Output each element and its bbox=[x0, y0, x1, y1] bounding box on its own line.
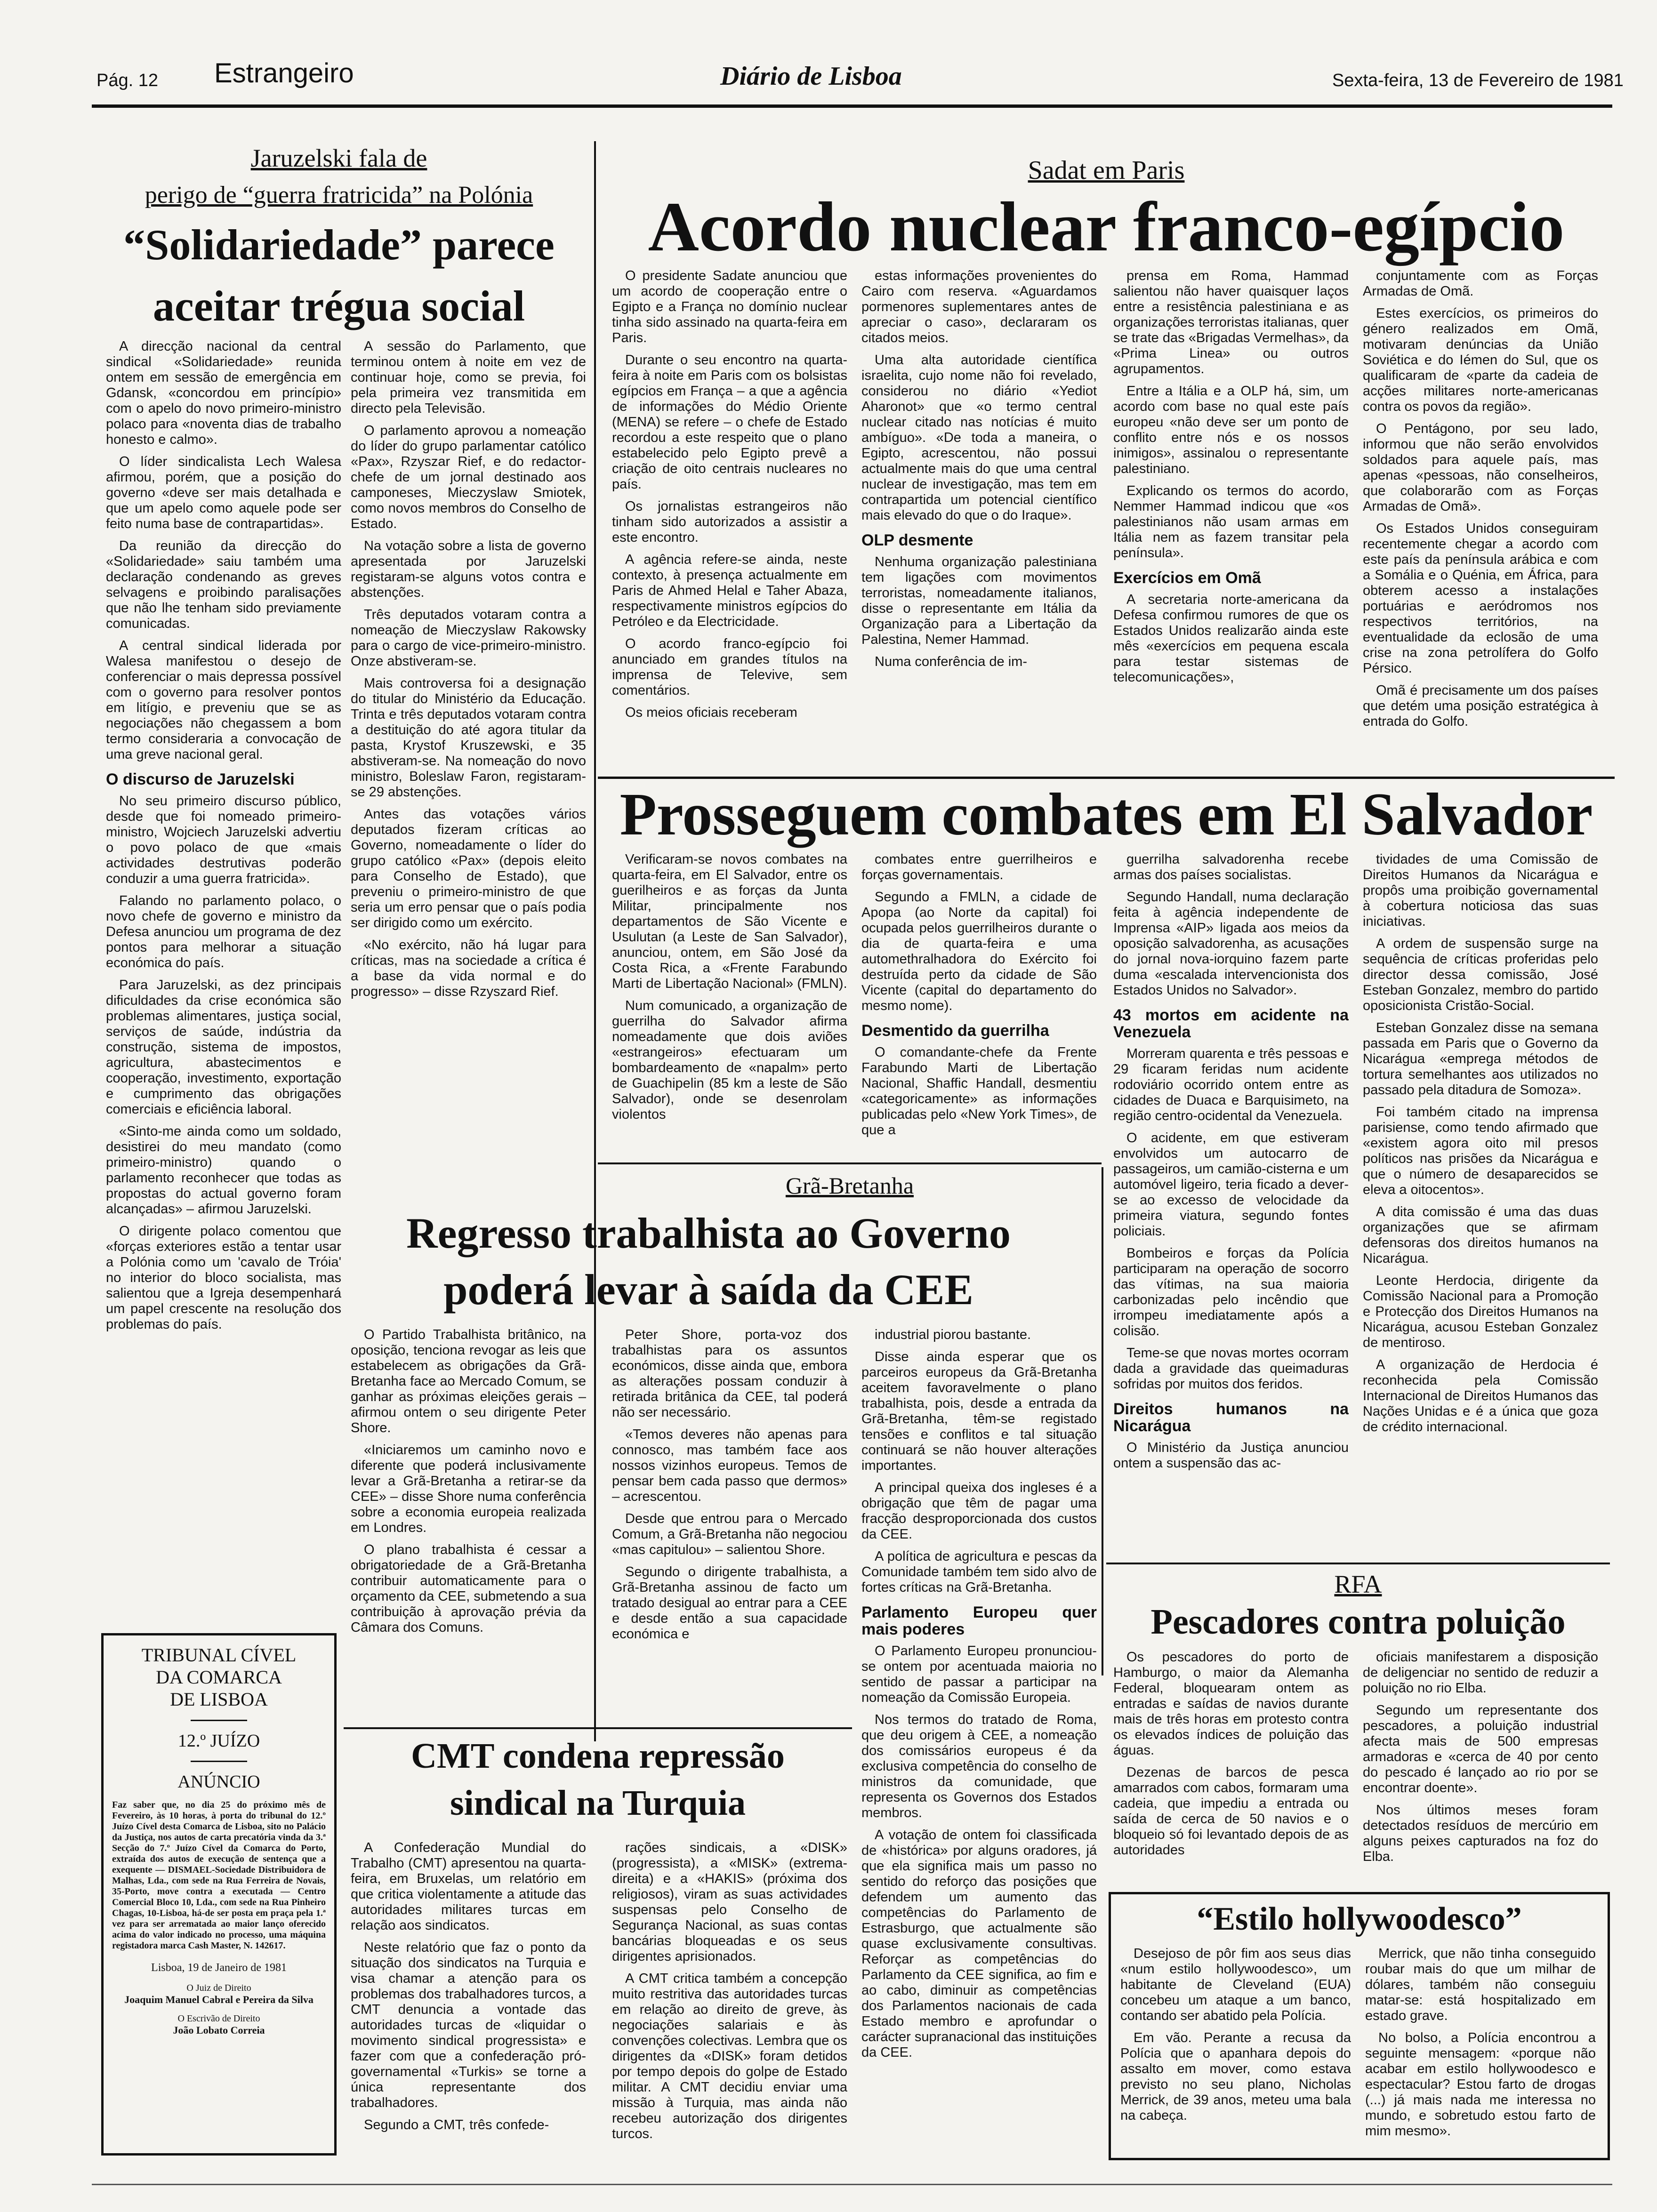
paragraph: O líder sindicalista Lech Walesa afirmou, porém, que a posição do governo «deve ser mais detalhada e que um apelo como aquele pode ser feito numa base de contrapartidas». bbox=[106, 454, 341, 531]
paragraph: Numa conferência de im- bbox=[875, 654, 1027, 669]
headline: Regresso trabalhista ao Governo bbox=[406, 1209, 1011, 1257]
paragraph: O acidente, em que estiveram envolvidos um autocarro de passageiros, um camião-cisterna e um automóvel ligeiro, teria ficado a dever-se ao excesso de velocidade da primeira viatura, segundo fontes policiais. bbox=[1113, 1130, 1349, 1239]
paragraph: Três deputados votaram contra a nomeação de Mieczyslaw Rakowsky para o cargo de vice-primeiro-ministro. Onze abstiveram-se. bbox=[351, 607, 586, 669]
signature-name: Joaquim Manuel Cabral e Pereira da Silva bbox=[124, 1994, 314, 2005]
paragraph: Na votação sobre a lista de governo apresentada por Jaruzelski registaram-se alguns votos contra e abstenções. bbox=[351, 538, 586, 600]
paragraph: A principal queixa dos ingleses é a obrigação que têm de pagar uma fracção desproporcionada dos custos da CEE. bbox=[861, 1480, 1097, 1542]
article-column bbox=[1113, 1650, 1349, 1885]
paragraph: Em vão. Perante a recusa da Polícia que o apanhara depois do assalto em mover, como estava previsto no seu plano, Nicholas Merrick, de 39 anos, meteu uma bala na cabeça. bbox=[1120, 2030, 1351, 2123]
paragraph: A CMT critica também a concepção muito restritiva das autoridades turcas em relação ao direito de greve, às negociações salariais e às convenções colectivas. Lembra que os dirigentes da «DISK» foram detidos por tempo depois do golpe de Estado militar. A CMT decidiu enviar uma missão à Turquia, mas ainda não recebeu autorização dos dirigentes turcos. bbox=[612, 1971, 847, 2141]
paragraph: Estes exercícios, os primeiros do género realizados em Omã, motivaram denúncias da União Soviética e do Iémen do Sul, que os qualificaram de «parte da cadeia de acções militares norte-americanas contra os povos da região». bbox=[1363, 306, 1598, 414]
paragraph: O parlamento aprovou a nomeação do líder do grupo parlamentar católico «Pax», Rzyszar Rief, e do redactor-chefe de um jornal destinado aos camponeses, Mieczyslaw Smiotek, como novos membros do Conselho de Estado. bbox=[351, 423, 586, 531]
subheading: OLP desmente bbox=[861, 531, 973, 549]
paragraph: Antes das votações vários deputados fizeram críticas ao Governo, nomeadamente o líder do grupo católico «Pax» (depois eleito para Conselho de Estado), que preveniu o primeiro-ministro de que seria um erro pensar que o país podia ser dirigido como um exército. bbox=[351, 807, 586, 930]
article-column bbox=[1113, 268, 1349, 767]
paragraph: Nenhuma organização palestiniana tem ligações com movimentos terroristas, nomeadamente italianos, disse o representante em Itália da Organização para a Libertação da Palestina, Nemer Hammad. bbox=[861, 554, 1097, 647]
headline: “Estilo hollywoodesco” bbox=[1197, 1901, 1522, 1937]
subheading: O discurso de Jaruzelski bbox=[106, 770, 295, 788]
paragraph: A organização de Herdocia é reconhecida pela Comissão Internacional de Direitos Humanos das Nações Unidas e é a única que goza de crédito internacional. bbox=[1363, 1357, 1598, 1435]
paragraph: A direcção nacional da central sindical «Solidariedade» reunida ontem em sessão de emergência em Gdansk, «concordou em princípio» com o apelo do novo primeiro-ministro polaco para «noventa dias de trabalho honesto e calmo». bbox=[106, 339, 341, 447]
kicker: RFA bbox=[1334, 1570, 1382, 1598]
article-column bbox=[1120, 1946, 1351, 2148]
paragraph: Teme-se que novas mortes ocorram dada a gravidade das queimaduras sofridas por muitos dos feridos. bbox=[1113, 1346, 1349, 1392]
paragraph: O Partido Trabalhista britânico, na oposição, tenciona revogar as leis que estabelecem as obrigações da Grã-Bretanha face ao Mercado Comum, se ganhar as próximas eleições gerais – afirmou ontem o seu dirigente Peter Shore. bbox=[351, 1327, 586, 1435]
paragraph: conjuntamente com as Forças Armadas de Omã. bbox=[1363, 268, 1598, 299]
paragraph: Leonte Herdocia, dirigente da Comissão Nacional para a Promoção e Protecção dos Direitos Humanos na Nicarágua, acusou Esteban Gonzalez de mentiroso. bbox=[1363, 1273, 1598, 1350]
paragraph: Durante o seu encontro na quarta-feira à noite em Paris com os bolsistas egípcios em França – a que a agência de informações do Médio Oriente (MENA) se refere – o chefe de Estado recordou a este respeito que o plano estabelecido pelo Egipto prevê a criação de oito centrais nucleares no país. bbox=[612, 353, 847, 492]
subheading: Parlamento Europeu quer mais poderes bbox=[861, 1603, 1097, 1638]
paragraph: Segundo a FMLN, a cidade de Apopa (ao Norte da capital) foi ocupada pelos guerrilheiros durante o dia de quarta-feira e uma automethralhadora do Exército foi destruída perto da cidade de São Vicente (capital do departamento do mesmo nome). bbox=[861, 890, 1097, 1013]
paragraph: Peter Shore, porta-voz dos trabalhistas para os assuntos económicos, disse ainda que, embora as alterações possam conduzir à retirada britânica da CEE, tal poderá não ser necessário. bbox=[612, 1327, 847, 1420]
article-estilo-box bbox=[1109, 1892, 1610, 2160]
paragraph: Os pescadores do porto de Hamburgo, o maior da Alemanha Federal, bloquearam ontem as entradas e saídas de navios durante mais de três horas em protesto contra os elevados índices de poluição das águas. bbox=[1113, 1650, 1349, 1758]
article-column bbox=[1113, 852, 1349, 1671]
paragraph: Os meios oficiais receberam bbox=[625, 705, 797, 720]
notice-title: DA COMARCA bbox=[156, 1667, 282, 1688]
page-number: Pág. 12 bbox=[97, 71, 158, 90]
article-column bbox=[351, 1840, 586, 2179]
paragraph: Neste relatório que faz o ponto da situação dos sindicatos na Turquia e visa chamar a atenção para os problemas dos trabalhadores turcos, a CMT denuncia a vontade das autoridades turcas de «liquidar o movimento sindical progressista» e fazer com que a confederação pró-governamental «Turkis» se torne a única representante dos trabalhadores. bbox=[351, 1940, 586, 2110]
kicker: Sadat em Paris bbox=[1028, 156, 1185, 185]
subheading: 43 mortos em acidente na Venezuela bbox=[1113, 1006, 1349, 1041]
section-rule bbox=[598, 777, 1615, 779]
paragraph: Bombeiros e forças da Polícia participaram na operação de socorro das vítimas, na sua maioria carbonizadas pelo incêndio que irrompeu imediatamente após a colisão. bbox=[1113, 1246, 1349, 1338]
paragraph: A secretaria norte-americana da Defesa confirmou rumores de que os Estados Unidos realizarão ainda este mês «exercícios em pequena escala para testar sistemas de telecomunicações», bbox=[1113, 592, 1349, 685]
section-label: Estrangeiro bbox=[214, 58, 354, 88]
column-rule bbox=[1102, 1167, 1103, 1675]
paragraph: Desde que entrou para o Mercado Comum, a Grã-Bretanha não negociou «mas capitulou» – salientou Shore. bbox=[612, 1511, 847, 1557]
paragraph: Morreram quarenta e três pessoas e 29 ficaram feridas num acidente rodoviário ocorrido ontem entre as cidades de Duaca e Barquisimeto, na região centro-ocidental da Venezuela. bbox=[1113, 1046, 1349, 1123]
paragraph: «Temos deveres não apenas para connosco, mas também face aos nossos vizinhos europeus. Temos de pensar bem cada passo que dermos» – acrescentou. bbox=[612, 1427, 847, 1504]
article-column bbox=[861, 268, 1097, 767]
article-column bbox=[351, 1327, 586, 1732]
legal-notice-box bbox=[101, 1633, 337, 2156]
paragraph: Omã é precisamente um dos países que detém uma posição estratégica à entrada do Golfo. bbox=[1363, 683, 1598, 729]
section-rule bbox=[598, 1162, 1102, 1164]
paragraph: O comandante-chefe da Frente Farabundo Marti de Libertação Nacional, Shaffic Handall, desmentiu «categoricamente» as informações publicadas pelo «New York Times», de que a bbox=[861, 1045, 1097, 1138]
paragraph: Uma alta autoridade científica israelita, cujo nome não foi revelado, considerou no diário «Yediot Aharonot» que «o termo central nuclear citado nas notícias é muito ambíguo». «De toda a maneira, o Egipto, acrescentou, não possui actualmente mais do que uma central nuclear de investigação, mas tem em contrapartida um potencial científico mais elevado do que o do Iraque». bbox=[861, 353, 1097, 523]
paragraph: Entre a Itália e a OLP há, sim, um acordo com base no qual este país europeu «não deve ser um ponto de conflito entre nós e os nossos inimigos», assinalou o representante palestiniano. bbox=[1113, 384, 1349, 476]
paragraph: Da reunião da direcção do «Solidariedade» saiu também uma declaração condenando as greves selvagens e proibindo paralisações que não lhe tenham sido previamente comunicadas. bbox=[106, 538, 341, 631]
kicker: Jaruzelski fala de bbox=[250, 144, 427, 172]
notice-date: Lisboa, 19 de Janeiro de 1981 bbox=[151, 1962, 287, 1974]
paragraph: estas informações provenientes do Cairo com reserva. «Aguardamos pormenores suplementares antes de apreciar o caso», declararam os citados meios. bbox=[861, 268, 1097, 345]
paragraph: Os Estados Unidos conseguiram recentemente chegar a acordo com este país da península arábica e com a Somália e o Quénia, em África, para obterem acesso a instalações portuárias e aeródromos nos respectivos territórios, na eventualidade da eclosão de uma crise na zona petrolífera do Golfo Pérsico. bbox=[1363, 521, 1598, 676]
paragraph: «Sinto-me ainda como um soldado, desistirei do meu mandato (como primeiro-ministro) quando o parlamento reconhecer que todas as propostas do actual governo foram alcançadas» – afirmou Jaruzelski. bbox=[106, 1124, 341, 1217]
article-column bbox=[612, 852, 847, 1158]
paragraph: industrial piorou bastante. bbox=[875, 1327, 1031, 1342]
headline: aceitar trégua social bbox=[153, 282, 525, 330]
paragraph: Falando no parlamento polaco, o novo chefe de governo e ministro da Defesa anunciou um programa de dez pontos para melhorar a situação económica do país. bbox=[106, 893, 341, 970]
article-column bbox=[106, 339, 341, 1628]
paragraph: Merrick, que não tinha conseguido roubar mais do que um milhar de dólares, também não conseguiu matar-se: está hospitalizado em estado grave. bbox=[1365, 1946, 1596, 2023]
paragraph: O Pentágono, por seu lado, informou que não serão envolvidos soldados para aquele país, mas apenas «pessoas, não conselheiros, que colaborarão com as Forças Armadas de Omã». bbox=[1363, 421, 1598, 514]
paragraph: Segundo Handall, numa declaração feita à agência independente de Imprensa «AIP» ligada aos meios da oposição salvadorenha, as acusações do jornal nova-iorquino fazem parte duma «escalada intervencionista dos Estados Unidos no Salvador». bbox=[1113, 890, 1349, 998]
paragraph: No bolso, a Polícia encontrou a seguinte mensagem: «porque não acabar em estilo hollywoodesco e espectacular? Estou farto de drogas (...) já mais nada me interessa no mundo, e sobretudo estou farto de mim mesmo». bbox=[1365, 2030, 1596, 2139]
notice-court: 12.º JUÍZO bbox=[177, 1731, 260, 1751]
headline: poderá levar à saída da CEE bbox=[443, 1266, 973, 1314]
paragraph: Mais controversa foi a designação do titular do Ministério da Educação. Trinta e três deputados votaram contra a destituição do até agora titular da pasta, Krystof Kruszewski, e 35 abstiveram-se. Na nomeação do novo ministro, Boleslaw Faron, registaram-se 29 abstenções. bbox=[351, 676, 586, 800]
paragraph: Esteban Gonzalez disse na semana passada em Paris que o Governo da Nicarágua «emprega métodos de tortura semelhantes aos utilizados no passado pela ditadura de Somoza». bbox=[1363, 1020, 1598, 1098]
paragraph: Para Jaruzelski, as dez principais dificuldades da crise económica são problemas alimentares, justiça social, serviços de saúde, indústria da construção, sistema de impostos, agricultura, abastecimentos e cooperação, investimento, exportação e cumprimento das obrigações comerciais e eficiência laboral. bbox=[106, 978, 341, 1117]
paragraph: Nos últimos meses foram detectados resíduos de mercúrio em alguns peixes capturados na foz do Elba. bbox=[1363, 1803, 1598, 1864]
paragraph: Segundo a CMT, três confede- bbox=[364, 2117, 549, 2132]
paragraph: Explicando os termos do acordo, Nemmer Hammad indicou que «os palestinianos não usam armas em Itália nem as fazem transitar pela península». bbox=[1113, 483, 1349, 561]
subheading: Direitos humanos na Nicarágua bbox=[1113, 1400, 1349, 1435]
paragraph: O acordo franco-egípcio foi anunciado em grandes títulos na imprensa de Televive, sem comentários. bbox=[612, 636, 847, 698]
paragraph: O Ministério da Justiça anunciou ontem a suspensão das ac- bbox=[1113, 1440, 1349, 1471]
section-rule bbox=[1106, 1563, 1610, 1564]
paragraph: Segundo um representante dos pescadores, a poluição industrial afecta mais de 500 empresas armadoras e «cerca de 40 por cento do pescado é lançado ao rio por se encontrar doente». bbox=[1363, 1703, 1598, 1795]
paragraph: A agência refere-se ainda, neste contexto, à presença actualmente em Paris de Ahmed Helal e Taher Abaza, respectivamente ministros egípcios do Petróleo e da Electricidade. bbox=[612, 552, 847, 629]
article-column bbox=[1363, 852, 1598, 1671]
newspaper-name: Diário de Lisboa bbox=[720, 62, 902, 91]
paragraph: rações sindicais, a «DISK» (progressista), a «MISK» (extrema-direita) e a «HAKIS» (próxima dos religiosos), viram as suas actividades suspensas pelo Conselho de Segurança Nacional, as suas contas bancárias bloqueadas e os seus dirigentes aprisionados. bbox=[612, 1840, 847, 1964]
section-rule bbox=[344, 1727, 852, 1729]
notice-body: Faz saber que, no dia 25 do próximo mês de Fevereiro, às 10 horas, à porta do tribunal do 12.º Juízo Cível desta Comarca de Lisboa, sito no Palácio da Justiça, nos autos de carta precatória vinda da 3.ª Secção do 7.º Juízo Cível da Comarca do Porto, extraída dos autos de execução de sentença que a exequente — DISMAEL-Sociedade Distribuidora de Malhas, Lda., com sede na Rua Ferreira de Novais, 35-Porto, move contra a executada — Centro Comercial Bloco 10, Lda., com sede na Rua Pinheiro Chagas, 10-Lisboa, há-de ser posta em praça pela 1.ª vez para ser arrematada ao maior lanço oferecido acima do valor indicado no processo, uma máquina registadora marca Cash Master, N. 142617. bbox=[112, 1800, 326, 1951]
article-column bbox=[351, 339, 586, 1261]
paragraph: O dirigente polaco comentou que «forças exteriores estão a tentar usar a Polónia como um 'cavalo de Tróia' no interior do bloco socialista, mas salientou que a Igreja desempenhará um papel crescente na resolução dos problemas do país. bbox=[106, 1224, 341, 1332]
paragraph: Segundo o dirigente trabalhista, a Grã-Bretanha assinou de facto um tratado desigual ao entrar para a CEE e desde então a sua capacidade económica e bbox=[612, 1564, 847, 1642]
headline: Acordo nuclear franco-egípcio bbox=[648, 188, 1565, 266]
paragraph: No seu primeiro discurso público, desde que foi nomeado primeiro-ministro, Wojciech Jaruzelski advertiu o povo polaco de que «mais actividades destrutivas poderão conduzir a uma guerra fratricida». bbox=[106, 793, 341, 886]
paragraph: A votação de ontem foi classificada de «histórica» por alguns oradores, já que ela significa mais um passo no sentido do reforço das posições que defendem um aumento das competências do Parlamento de Estrasburgo, que actualmente são quase exclusivamente consultivas. Reforçar as competências do Parlamento da CEE significa, ao fim e ao cabo, diminuir as competências dos Parlamentos nacionais de cada Estado membro e aprofundar o carácter supranacional das instituições da CEE. bbox=[861, 1827, 1097, 2060]
article-column bbox=[1363, 268, 1598, 767]
article-column bbox=[612, 1327, 847, 1732]
subheading: Desmentido da guerrilha bbox=[861, 1022, 1049, 1040]
headline: Prosseguem combates em El Salvador bbox=[619, 781, 1593, 848]
paragraph: A Confederação Mundial do Trabalho (CMT) apresentou na quarta-feira, em Bruxelas, um relatório em que critica violentamente a atitude das autoridades militares turcas em relação aos sindicatos. bbox=[351, 1840, 586, 1933]
paragraph: A central sindical liderada por Walesa manifestou o desejo de conferenciar o mais depressa possível com o governo para resolver pontos em litígio, e preveniu que se as negociações não chegassem a bom termo consideraria a convocação de uma greve nacional geral. bbox=[106, 638, 341, 762]
paragraph: O presidente Sadate anunciou que um acordo de cooperação entre o Egipto e a França no domínio nuclear tinha sido assinado na quarta-feira em Paris. bbox=[612, 268, 847, 345]
masthead-rule bbox=[92, 104, 1612, 108]
paragraph: «No exército, não há lugar para críticas, mas na sociedade a crítica é a base da vida normal e do progresso» – disse Rzyszard Rief. bbox=[351, 938, 586, 999]
paragraph: «Iniciaremos um caminho novo e diferente que poderá inclusivamente levar a Grã-Bretanha a retirar-se da CEE» – disse Shore numa conferência sobre a economia europeia realizada em Londres. bbox=[351, 1443, 586, 1535]
notice-heading: ANÚNCIO bbox=[177, 1772, 260, 1792]
paragraph: guerrilha salvadorenha recebe armas dos países socialistas. bbox=[1113, 852, 1349, 882]
signature-name: João Lobato Correia bbox=[173, 2024, 265, 2036]
paragraph: oficiais manifestarem a disposição de deligenciar no sentido de reduzir a poluição no rio Elba. bbox=[1363, 1650, 1598, 1696]
paragraph: O Parlamento Europeu pronunciou-se ontem por acentuada maioria no sentido de passar a participar na nomeação da Comissão Europeia. bbox=[861, 1643, 1097, 1705]
article-column bbox=[861, 1327, 1097, 2156]
notice-title: DE LISBOA bbox=[170, 1689, 268, 1710]
paragraph: Nos termos do tratado de Roma, que deu origem à CEE, a nomeação dos comissários europeus é da exclusiva competência do conselho de ministros da comunidade, que representa os Governos dos Estados membros. bbox=[861, 1712, 1097, 1820]
headline: “Solidariedade” parece bbox=[123, 221, 555, 269]
paragraph: prensa em Roma, Hammad salientou não haver quaisquer laços entre a resistência palestiniana e as organizações terroristas italianas, quer se trate das «Brigadas Vermelhas», da «Prima Linea» ou outros agrupamentos. bbox=[1113, 268, 1349, 377]
issue-date: Sexta-feira, 13 de Fevereiro de 1981 bbox=[1332, 71, 1624, 90]
paragraph: Num comunicado, a organização de guerrilha do Salvador afirma nomeadamente que dois aviões «estrangeiros» efectuaram um bombardeamento de «napalm» perto de Guachipelin (85 km a leste de São Salvador), onde se desenrolam violentos bbox=[612, 998, 847, 1122]
paragraph: A ordem de suspensão surge na sequência de críticas proferidas pelo director dessa comissão, José Esteban Gonzalez, membro do partido oposicionista Cristão-Social. bbox=[1363, 936, 1598, 1013]
column-rule bbox=[594, 141, 596, 1741]
paragraph: Desejoso de pôr fim aos seus dias «num estilo hollywoodesco», um habitante de Cleveland (EUA) concebeu um ataque a um banco, contando ser abatido pela Polícia. bbox=[1120, 1946, 1351, 2023]
paragraph: combates entre guerrilheiros e forças governamentais. bbox=[861, 852, 1097, 882]
subheading: Exercícios em Omã bbox=[1113, 569, 1261, 587]
paragraph: Foi também citado na imprensa parisiense, como tendo afirmado que «existem agora oito mil presos políticos nas prisões da Nicarágua e que o número de desaparecidos se eleva a oitocentos». bbox=[1363, 1105, 1598, 1197]
page-bottom-rule bbox=[92, 2184, 1612, 2185]
kicker: Grã-Bretanha bbox=[785, 1172, 914, 1199]
article-column bbox=[861, 852, 1097, 1158]
paragraph: tividades de uma Comissão de Direitos Humanos da Nicarágua e propôs uma proibição governamental à cobertura noticiosa das suas iniciativas. bbox=[1363, 852, 1598, 929]
paragraph: Os jornalistas estrangeiros não tinham sido autorizados a assistir a este encontro. bbox=[612, 499, 847, 545]
article-column bbox=[612, 268, 847, 767]
article-column bbox=[1365, 1946, 1596, 2148]
headline: CMT condena repressão bbox=[411, 1736, 785, 1776]
paragraph: A dita comissão é uma das duas organizações que se afirmam defensoras dos direitos humanos na Nicarágua. bbox=[1363, 1204, 1598, 1266]
paragraph: Disse ainda esperar que os parceiros europeus da Grã-Bretanha aceitem favoravelmente o plano trabalhista, pois, desde a entrada da Grã-Bretanha, têm-se registado tensões e conflitos e tal situação continuará se não houver alterações importantes. bbox=[861, 1349, 1097, 1473]
headline: sindical na Turquia bbox=[450, 1783, 746, 1823]
article-column bbox=[1363, 1650, 1598, 1885]
headline: Pescadores contra poluição bbox=[1150, 1602, 1566, 1642]
paragraph: A sessão do Parlamento, que terminou ontem à noite em vez de continuar hoje, como se previa, foi pela primeira vez transmitida em directo pela Televisão. bbox=[351, 339, 586, 416]
paragraph: Verificaram-se novos combates na quarta-feira, em El Salvador, entre os guerilheiros e as forças da Junta Militar, principalmente nos departamentos de São Vicente e Usulutan (a Leste de San Salvador), anunciou, ontem, em São José da Costa Rica, a «Frente Farabundo Marti de Libertação Nacional» (FMLN). bbox=[612, 852, 847, 991]
signature-role: O Escrivão de Direito bbox=[177, 2013, 260, 2024]
signature-role: O Juiz de Direito bbox=[186, 1983, 251, 1993]
paragraph: O plano trabalhista é cessar a obrigatoriedade de a Grã-Bretanha contribuir automaticamente para o orçamento da CEE, submetendo a sua contribuição à aprovação prévia da Câmara dos Comuns. bbox=[351, 1542, 586, 1635]
kicker: perigo de “guerra fratricida” na Polónia bbox=[145, 182, 533, 208]
article-column bbox=[612, 1840, 847, 2179]
notice-title: TRIBUNAL CÍVEL bbox=[141, 1644, 297, 1666]
paragraph: Dezenas de barcos de pesca amarrados com cabos, formaram uma cadeia, que impediu a entrada ou saída de cerca de 50 navios e o bloqueio só foi levantado depois de as autoridades bbox=[1113, 1765, 1349, 1858]
paragraph: A política de agricultura e pescas da Comunidade também tem sido alvo de fortes críticas na Grã-Bretanha. bbox=[861, 1549, 1097, 1595]
